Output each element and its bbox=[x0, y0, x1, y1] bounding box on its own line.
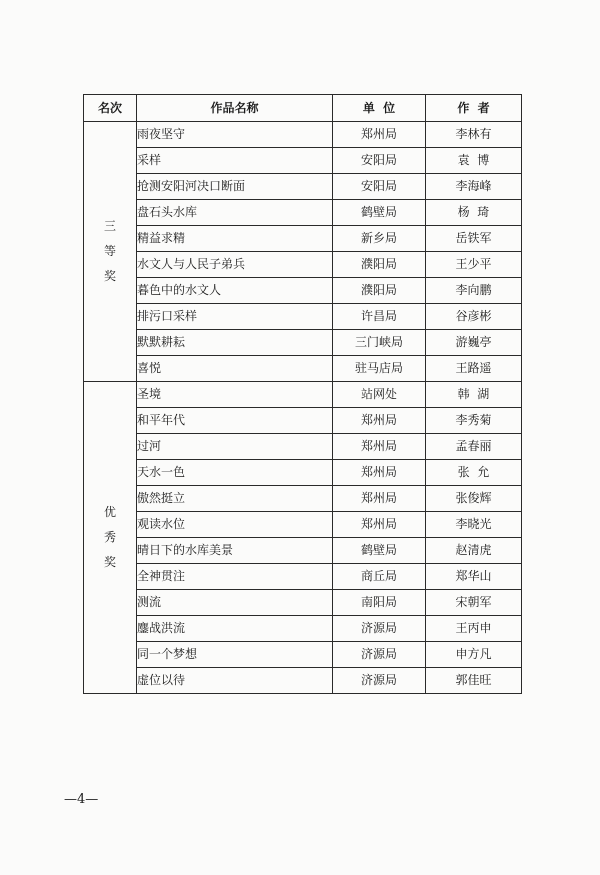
work-author: 王路遥 bbox=[426, 356, 522, 382]
work-author: 张 允 bbox=[426, 460, 522, 486]
work-author: 杨 琦 bbox=[426, 200, 522, 226]
work-author: 李向鹏 bbox=[426, 278, 522, 304]
work-title: 全神贯注 bbox=[137, 564, 333, 590]
work-title: 鏖战洪流 bbox=[137, 616, 333, 642]
header-title: 作品名称 bbox=[137, 95, 333, 122]
work-author: 李林有 bbox=[426, 122, 522, 148]
header-unit: 单 位 bbox=[333, 95, 426, 122]
table-row bbox=[84, 148, 522, 174]
table-row bbox=[84, 538, 522, 564]
work-unit: 商丘局 bbox=[333, 564, 426, 590]
work-title: 水文人与人民子弟兵 bbox=[137, 252, 333, 278]
table-row bbox=[84, 486, 522, 512]
work-unit: 济源局 bbox=[333, 642, 426, 668]
table-row bbox=[84, 460, 522, 486]
work-title: 精益求精 bbox=[137, 226, 333, 252]
work-unit: 济源局 bbox=[333, 668, 426, 694]
table-row bbox=[84, 252, 522, 278]
rank-char: 奖 bbox=[103, 555, 116, 569]
table-row bbox=[84, 356, 522, 382]
work-unit: 济源局 bbox=[333, 616, 426, 642]
table-row bbox=[84, 512, 522, 538]
work-author: 李晓光 bbox=[426, 512, 522, 538]
work-unit: 许昌局 bbox=[333, 304, 426, 330]
work-author: 谷彦彬 bbox=[426, 304, 522, 330]
work-unit: 郑州局 bbox=[333, 460, 426, 486]
work-unit: 濮阳局 bbox=[333, 252, 426, 278]
rank-char: 秀 bbox=[103, 530, 116, 544]
table-row bbox=[84, 564, 522, 590]
rank-char: 优 bbox=[103, 505, 116, 519]
table-row bbox=[84, 382, 522, 408]
work-title: 喜悦 bbox=[137, 356, 333, 382]
header-author: 作 者 bbox=[426, 95, 522, 122]
work-unit: 南阳局 bbox=[333, 590, 426, 616]
work-author: 袁 博 bbox=[426, 148, 522, 174]
table-row bbox=[84, 408, 522, 434]
work-unit: 安阳局 bbox=[333, 174, 426, 200]
table-row bbox=[84, 122, 522, 148]
work-unit: 站网处 bbox=[333, 382, 426, 408]
awards-table bbox=[83, 94, 522, 694]
work-author: 张俊辉 bbox=[426, 486, 522, 512]
work-title: 观读水位 bbox=[137, 512, 333, 538]
work-unit: 郑州局 bbox=[333, 434, 426, 460]
work-title: 傲然挺立 bbox=[137, 486, 333, 512]
table-row bbox=[84, 174, 522, 200]
header-rank: 名次 bbox=[84, 95, 137, 122]
work-title: 天水一色 bbox=[137, 460, 333, 486]
work-title: 盘石头水库 bbox=[137, 200, 333, 226]
rank-char: 奖 bbox=[103, 269, 116, 283]
work-author: 郭佳旺 bbox=[426, 668, 522, 694]
work-title: 晴日下的水库美景 bbox=[137, 538, 333, 564]
rank-third-prize bbox=[84, 122, 137, 382]
rank-char: 等 bbox=[103, 244, 116, 258]
work-title: 排污口采样 bbox=[137, 304, 333, 330]
table-row bbox=[84, 668, 522, 694]
work-author: 李秀菊 bbox=[426, 408, 522, 434]
table-row bbox=[84, 278, 522, 304]
work-unit: 安阳局 bbox=[333, 148, 426, 174]
work-author: 王丙申 bbox=[426, 616, 522, 642]
work-unit: 新乡局 bbox=[333, 226, 426, 252]
table-row bbox=[84, 616, 522, 642]
work-author: 赵清虎 bbox=[426, 538, 522, 564]
work-author: 岳铁军 bbox=[426, 226, 522, 252]
work-author: 宋朝军 bbox=[426, 590, 522, 616]
work-title: 暮色中的水文人 bbox=[137, 278, 333, 304]
work-author: 韩 湖 bbox=[426, 382, 522, 408]
work-author: 申方凡 bbox=[426, 642, 522, 668]
work-unit: 郑州局 bbox=[333, 512, 426, 538]
work-unit: 濮阳局 bbox=[333, 278, 426, 304]
work-unit: 郑州局 bbox=[333, 408, 426, 434]
work-unit: 鹤壁局 bbox=[333, 538, 426, 564]
work-author: 王少平 bbox=[426, 252, 522, 278]
table-row bbox=[84, 642, 522, 668]
work-author: 李海峰 bbox=[426, 174, 522, 200]
work-title: 测流 bbox=[137, 590, 333, 616]
work-title: 抢测安阳河决口断面 bbox=[137, 174, 333, 200]
work-author: 游巍亭 bbox=[426, 330, 522, 356]
rank-excellence-prize bbox=[84, 382, 137, 694]
work-unit: 三门峡局 bbox=[333, 330, 426, 356]
work-title: 默默耕耘 bbox=[137, 330, 333, 356]
work-unit: 鹤壁局 bbox=[333, 200, 426, 226]
work-title: 雨夜坚守 bbox=[137, 122, 333, 148]
work-title: 采样 bbox=[137, 148, 333, 174]
table-row bbox=[84, 330, 522, 356]
page-number: —4— bbox=[64, 792, 99, 807]
table-row bbox=[84, 200, 522, 226]
table-row bbox=[84, 434, 522, 460]
table-body bbox=[84, 122, 522, 694]
table-header-row bbox=[84, 95, 522, 122]
work-unit: 郑州局 bbox=[333, 486, 426, 512]
work-title: 和平年代 bbox=[137, 408, 333, 434]
work-author: 孟春丽 bbox=[426, 434, 522, 460]
work-author: 郑华山 bbox=[426, 564, 522, 590]
work-unit: 郑州局 bbox=[333, 122, 426, 148]
table-row bbox=[84, 226, 522, 252]
work-unit: 驻马店局 bbox=[333, 356, 426, 382]
work-title: 圣境 bbox=[137, 382, 333, 408]
work-title: 同一个梦想 bbox=[137, 642, 333, 668]
work-title: 过河 bbox=[137, 434, 333, 460]
table-row bbox=[84, 304, 522, 330]
work-title: 虚位以待 bbox=[137, 668, 333, 694]
table-row bbox=[84, 590, 522, 616]
rank-char: 三 bbox=[103, 219, 116, 233]
